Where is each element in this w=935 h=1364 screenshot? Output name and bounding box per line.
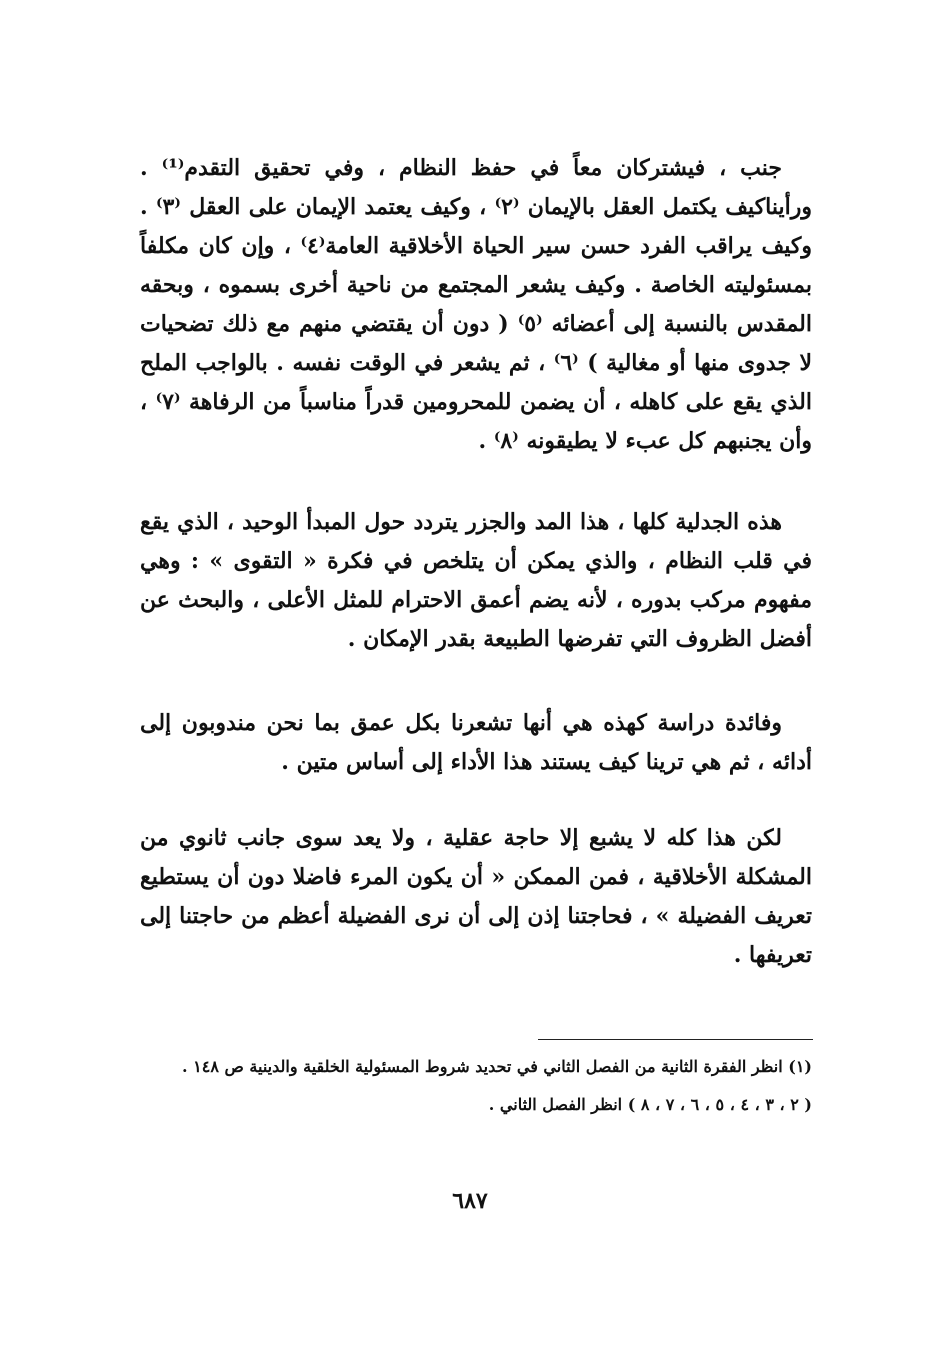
footnotes-section — [140, 1053, 812, 1129]
page-number: ٦٨٧ — [452, 1188, 488, 1214]
paragraph-2: هذه الجدلية كلها ، هذا المد والجزر يتردد حول المبدأ الوحيد ، الذي يقع في قلب النظام ، والذي يمكن أن يتلخص في فكرة « التقوى » : وهي مفهوم مركب بدوره ، لأنه يضم أعمق الاحترام للمثل الأعلى ، والبحث عن أفضل الظروف التي تفرضها الطبيعة بقدر الإمكان . — [140, 509, 812, 652]
footnote-divider — [538, 1039, 813, 1040]
paragraph-4: لكن هذا كله لا يشبع إلا حاجة عقلية ، ولا يعد سوى جانب ثانوي من المشكلة الأخلاقية ، فمن الممكن « أن يكون المرء فاضلا دون أن يستطيع تعريف الفضيلة » ، فحاجتنا إذن إلى أن نرى الفضيلة أعظم من حاجتنا إلى تعريفها . — [140, 825, 812, 968]
paragraph-3: وفائدة دراسة كهذه هي أنها تشعرنا بكل عمق بما نحن مندوبون إلى أدائه ، ثم هي ترينا كيف يستند هذا الأداء إلى أساس متين . — [140, 710, 812, 775]
footnote-1: (١) انظر الفقرة الثانية من الفصل الثاني في تحديد شروط المسئولية الخلقية والدينية ص ١٤٨ . — [182, 1057, 812, 1076]
paragraph-1: جنب ، فيشتركان معاً في حفظ النظام ، وفي تحقيق التقدم⁽¹⁾ . ورأيناكيف يكتمل العقل بالإيمان ⁽٢⁾ ، وكيف يعتمد الإيمان على العقل ⁽٣⁾ . وكيف يراقب الفرد حسن سير الحياة الأخلاقية العامة⁽٤⁾ ، وإن كان مكلفاً بمسئوليته الخاصة . وكيف يشعر المجتمع من ناحية أخرى بسموه ، وبحقه المقدس بالنسبة إلى أعضائه ⁽٥⁾ ( دون أن يقتضي منهم مع ذلك تضحيات لا جدوى منها أو مغالية ) ⁽٦⁾ ، ثم يشعر في الوقت نفسه . بالواجب الملح الذي يقع على كاهله ، أن يضمن للمحرومين قدراً مناسباً من الرفاهة ⁽٧⁾ ، وأن يجنبهم كل عبء لا يطيقونه ⁽٨⁾ . — [140, 155, 812, 454]
footnote-2: ( ٢ ، ٣ ، ٤ ، ٥ ، ٦ ، ٧ ، ٨ ) انظر الفصل الثاني . — [488, 1095, 812, 1114]
